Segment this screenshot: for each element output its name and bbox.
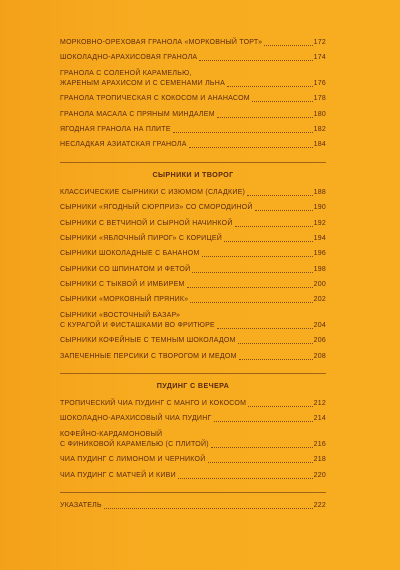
toc-entry-title: СЫРНИКИ «МОРКОВНЫЙ ПРЯНИК»	[60, 296, 189, 304]
toc-entry[interactable]	[60, 125, 326, 135]
toc-entry-title: ГРАНОЛА ТРОПИЧЕСКАЯ С КОКОСОМ И АНАНАСОМ	[60, 95, 250, 103]
dot-leader	[247, 195, 312, 196]
toc-page-number: 196	[313, 250, 326, 258]
dot-leader	[208, 462, 313, 463]
dot-leader	[202, 256, 313, 257]
toc-entry[interactable]	[60, 94, 326, 104]
toc-entry-row	[60, 265, 326, 275]
toc-entry[interactable]	[60, 53, 326, 63]
toc-entry-row	[60, 219, 326, 229]
dot-leader	[227, 86, 313, 87]
toc-entry-title: СЫРНИКИ «ЯБЛОЧНЫЙ ПИРОГ» С КОРИЦЕЙ	[60, 234, 223, 242]
toc-entry-row	[60, 280, 326, 290]
toc-entry-row	[60, 203, 326, 213]
toc-entry-title: С ФИНИКОВОЙ КАРАМЕЛЬЮ (С ПЛИТОЙ)	[60, 440, 209, 448]
toc-entry[interactable]	[60, 471, 326, 481]
toc-entry[interactable]	[60, 280, 326, 290]
toc-entry-row	[60, 352, 326, 362]
toc-entry-row	[60, 501, 326, 511]
toc-entry-row	[60, 414, 326, 424]
toc-page-number: 178	[313, 95, 326, 103]
toc-entry[interactable]	[60, 352, 326, 362]
dot-leader	[255, 210, 313, 211]
toc-page-number: 194	[313, 234, 326, 242]
toc-entry[interactable]	[60, 69, 326, 89]
toc-entry-title: СЫРНИКИ КОФЕЙНЫЕ С ТЕМНЫМ ШОКОЛАДОМ	[60, 337, 236, 345]
toc-page-number: 172	[313, 39, 326, 46]
toc-entry[interactable]	[60, 38, 326, 48]
dot-leader	[199, 60, 312, 61]
dot-leader	[192, 272, 312, 273]
toc-page-number: 216	[313, 440, 326, 448]
dot-leader	[211, 447, 313, 448]
toc-page-number: 176	[313, 79, 326, 87]
toc-page-number: 188	[313, 188, 326, 196]
section-heading[interactable]: ПУДИНГ С ВЕЧЕРА	[156, 381, 230, 391]
section-heading[interactable]: СЫРНИКИ И ТВОРОГ	[152, 169, 234, 179]
toc-entry-row	[60, 321, 326, 331]
toc-page-number: 206	[313, 337, 326, 345]
toc-entry-title: ЧИА ПУДИНГ С МАТЧЕЙ И КИВИ	[60, 471, 176, 479]
toc-page-number: 192	[313, 219, 326, 227]
toc-entry[interactable]	[60, 455, 326, 465]
toc-entry-row	[60, 140, 326, 150]
toc-entry-title: НЕСЛАДКАЯ АЗИАТСКАЯ ГРАНОЛА	[60, 141, 187, 149]
dot-leader	[217, 328, 313, 329]
toc-entry-title: ШОКОЛАДНО-АРАХИСОВАЯ ГРАНОЛА	[60, 54, 198, 62]
toc-entry-title: ЧИА ПУДИНГ С ЛИМОНОМ И ЧЕРНИКОЙ	[60, 456, 206, 464]
toc-entry[interactable]	[60, 234, 326, 244]
toc-page-number: 214	[313, 415, 326, 423]
dot-leader	[178, 478, 313, 479]
toc-entry-title: ЯГОДНАЯ ГРАНОЛА НА ПЛИТЕ	[60, 125, 171, 133]
dot-leader	[214, 421, 313, 422]
toc-entry[interactable]	[60, 295, 326, 305]
toc-entry-title: СЫРНИКИ С ВЕТЧИНОЙ И СЫРНОЙ НАЧИНКОЙ	[60, 219, 233, 227]
toc-entry-title-line1: СЫРНИКИ «ВОСТОЧНЫЙ БАЗАР»	[60, 311, 181, 319]
toc-entry-title: СЫРНИКИ «ЯГОДНЫЙ СЮРПРИЗ» СО СМОРОДИНОЙ	[60, 204, 253, 212]
toc-entry-row	[60, 94, 326, 104]
dot-leader	[248, 406, 312, 407]
toc-entry[interactable]	[60, 414, 326, 424]
toc-entry-row	[60, 53, 326, 63]
toc-entry-title: СЫРНИКИ ШОКОЛАДНЫЕ С БАНАНОМ	[60, 250, 200, 258]
toc-page-number: 198	[313, 265, 326, 273]
toc-page-number: 222	[313, 501, 326, 509]
dot-leader	[187, 287, 313, 288]
toc-entry-title-line1: ГРАНОЛА С СОЛЕНОЙ КАРАМЕЛЬЮ,	[60, 69, 192, 77]
toc-entry-title: ШОКОЛАДНО-АРАХИСОВЫЙ ЧИА ПУДИНГ	[60, 415, 212, 423]
toc-page-number: 182	[313, 125, 326, 133]
toc-entry-row	[60, 234, 326, 244]
dot-leader	[217, 117, 313, 118]
toc-entry[interactable]	[60, 311, 326, 331]
toc-entry-row	[60, 79, 326, 89]
toc-page-number: 184	[313, 141, 326, 149]
toc-entry-title: УКАЗАТЕЛЬ	[60, 501, 102, 509]
toc-page-number: 218	[313, 456, 326, 464]
table-of-contents	[60, 38, 326, 516]
toc-entry-row	[60, 471, 326, 481]
toc-entry-row	[60, 455, 326, 465]
dot-leader	[190, 302, 312, 303]
toc-entry[interactable]	[60, 501, 326, 511]
toc-entry-row	[60, 295, 326, 305]
toc-entry-row	[60, 440, 326, 450]
toc-page-number: 212	[313, 400, 326, 408]
toc-entry-title: С КУРАГОЙ И ФИСТАШКАМИ ВО ФРИТЮРЕ	[60, 321, 215, 329]
toc-page-number: 174	[313, 54, 326, 62]
toc-entry-title: ЖАРЕНЫМ АРАХИСОМ И С СЕМЕНАМИ ЛЬНА	[60, 79, 226, 87]
toc-page-number: 204	[313, 321, 326, 329]
dot-leader	[264, 45, 312, 46]
dot-leader	[189, 147, 313, 148]
toc-entry[interactable]	[60, 110, 326, 120]
toc-entry[interactable]	[60, 430, 326, 450]
toc-entry[interactable]	[60, 188, 326, 198]
toc-entry[interactable]	[60, 336, 326, 346]
toc-entry-title-line1: КОФЕЙНО-КАРДАМОНОВЫЙ	[60, 430, 163, 438]
toc-entry[interactable]	[60, 140, 326, 150]
toc-page-number: 208	[313, 352, 326, 360]
dot-leader	[239, 359, 313, 360]
toc-entry-row	[60, 249, 326, 259]
toc-page-number: 220	[313, 471, 326, 479]
toc-entry-title: ГРАНОЛА МАСАЛА С ПРЯНЫМ МИНДАЛЕМ	[60, 110, 215, 118]
toc-entry[interactable]	[60, 265, 326, 275]
toc-entry-title: КЛАССИЧЕСКИЕ СЫРНИКИ С ИЗЮМОМ (СЛАДКИЕ)	[60, 188, 246, 196]
toc-entry[interactable]	[60, 219, 326, 229]
toc-entry-row	[60, 399, 326, 409]
dot-leader	[224, 241, 312, 242]
dot-leader	[173, 132, 313, 133]
toc-entry-row	[60, 125, 326, 135]
toc-page-number: 190	[313, 204, 326, 212]
toc-entry-row	[60, 110, 326, 120]
toc-entry-title: СЫРНИКИ СО ШПИНАТОМ И ФЕТОЙ	[60, 265, 191, 273]
toc-entry-title: МОРКОВНО-ОРЕХОВАЯ ГРАНОЛА «МОРКОВНЫЙ ТОРТ»	[60, 39, 263, 46]
dot-leader	[235, 226, 313, 227]
toc-entry-row	[60, 188, 326, 198]
toc-entry-title: СЫРНИКИ С ТЫКВОЙ И ИМБИРЕМ	[60, 281, 185, 289]
toc-entry-title: ЗАПЕЧЕННЫЕ ПЕРСИКИ С ТВОРОГОМ И МЕДОМ	[60, 352, 237, 360]
toc-entry-row	[60, 38, 326, 48]
toc-entry[interactable]	[60, 203, 326, 213]
toc-page-number: 180	[313, 110, 326, 118]
dot-leader	[252, 101, 313, 102]
dot-leader	[104, 508, 313, 509]
dot-leader	[238, 343, 313, 344]
toc-entry-row	[60, 336, 326, 346]
toc-page-number: 202	[313, 296, 326, 304]
toc-entry[interactable]	[60, 399, 326, 409]
toc-entry[interactable]	[60, 249, 326, 259]
toc-page-number: 200	[313, 281, 326, 289]
toc-entry-title: ТРОПИЧЕСКИЙ ЧИА ПУДИНГ С МАНГО И КОКОСОМ	[60, 400, 247, 408]
